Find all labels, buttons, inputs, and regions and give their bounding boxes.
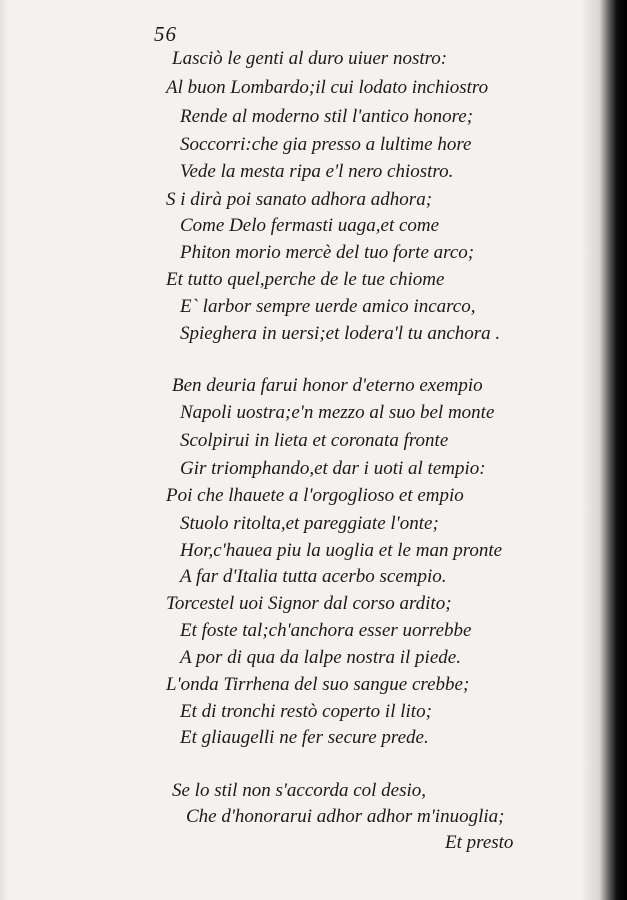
- verse-line: E` larbor sempre uerde amico incarco,: [180, 296, 476, 317]
- verse-line: A far d'Italia tutta acerbo scempio.: [180, 566, 447, 587]
- verse-line: S i dirà poi sanato adhora adhora;: [166, 189, 433, 210]
- verse-line: Et tutto quel,perche de le tue chiome: [166, 269, 445, 290]
- catchword: Et presto: [445, 832, 514, 853]
- verse-line: Poi che lhauete a l'orgoglioso et empio: [166, 485, 464, 506]
- verse-line: Ben deuria farui honor d'eterno exempio: [172, 375, 483, 396]
- verse-line: Et di tronchi restò coperto il lito;: [180, 701, 432, 722]
- page-number: 56: [154, 22, 177, 46]
- verse-line: Che d'honorarui adhor adhor m'inuoglia;: [186, 806, 505, 827]
- verse-line: A por di qua da lalpe nostra il piede.: [180, 647, 461, 668]
- verse-line: Spieghera in uersi;et lodera'l tu anchora .: [180, 323, 501, 344]
- verse-line: Se lo stil non s'accorda col desio,: [172, 780, 427, 801]
- page-left-edge: [0, 0, 8, 900]
- verse-line: Torcestel uoi Signor dal corso ardito;: [166, 593, 452, 614]
- verse-line: Hor,c'hauea piu la uoglia et le man pronte: [180, 540, 503, 561]
- verse-line: Scolpirui in lieta et coronata fronte: [180, 430, 449, 451]
- verse-line: Stuolo ritolta,et pareggiate l'onte;: [180, 513, 439, 534]
- verse-line: Lasciò le genti al duro uiuer nostro:: [172, 48, 448, 69]
- verse-line: Soccorri:che gia presso a lultime hore: [180, 134, 472, 155]
- verse-line: Et gliaugelli ne fer secure prede.: [180, 727, 429, 748]
- verse-line: Gir triomphando,et dar i uoti al tempio:: [180, 458, 486, 479]
- verse-line: Napoli uostra;e'n mezzo al suo bel monte: [180, 402, 495, 423]
- verse-line: Vede la mesta ripa e'l nero chiostro.: [180, 161, 454, 182]
- verse-line: Rende al moderno stil l'antico honore;: [180, 106, 474, 127]
- verse-line: Al buon Lombardo;il cui lodato inchiostro: [166, 77, 489, 98]
- verse-line: L'onda Tirrhena del suo sangue crebbe;: [166, 674, 470, 695]
- verse-line: Phiton morio mercè del tuo forte arco;: [180, 242, 475, 263]
- verse-line: Et foste tal;ch'anchora esser uorrebbe: [180, 620, 472, 641]
- page-binding-shadow: [581, 0, 627, 900]
- verse-line: Come Delo fermasti uaga,et come: [180, 215, 440, 236]
